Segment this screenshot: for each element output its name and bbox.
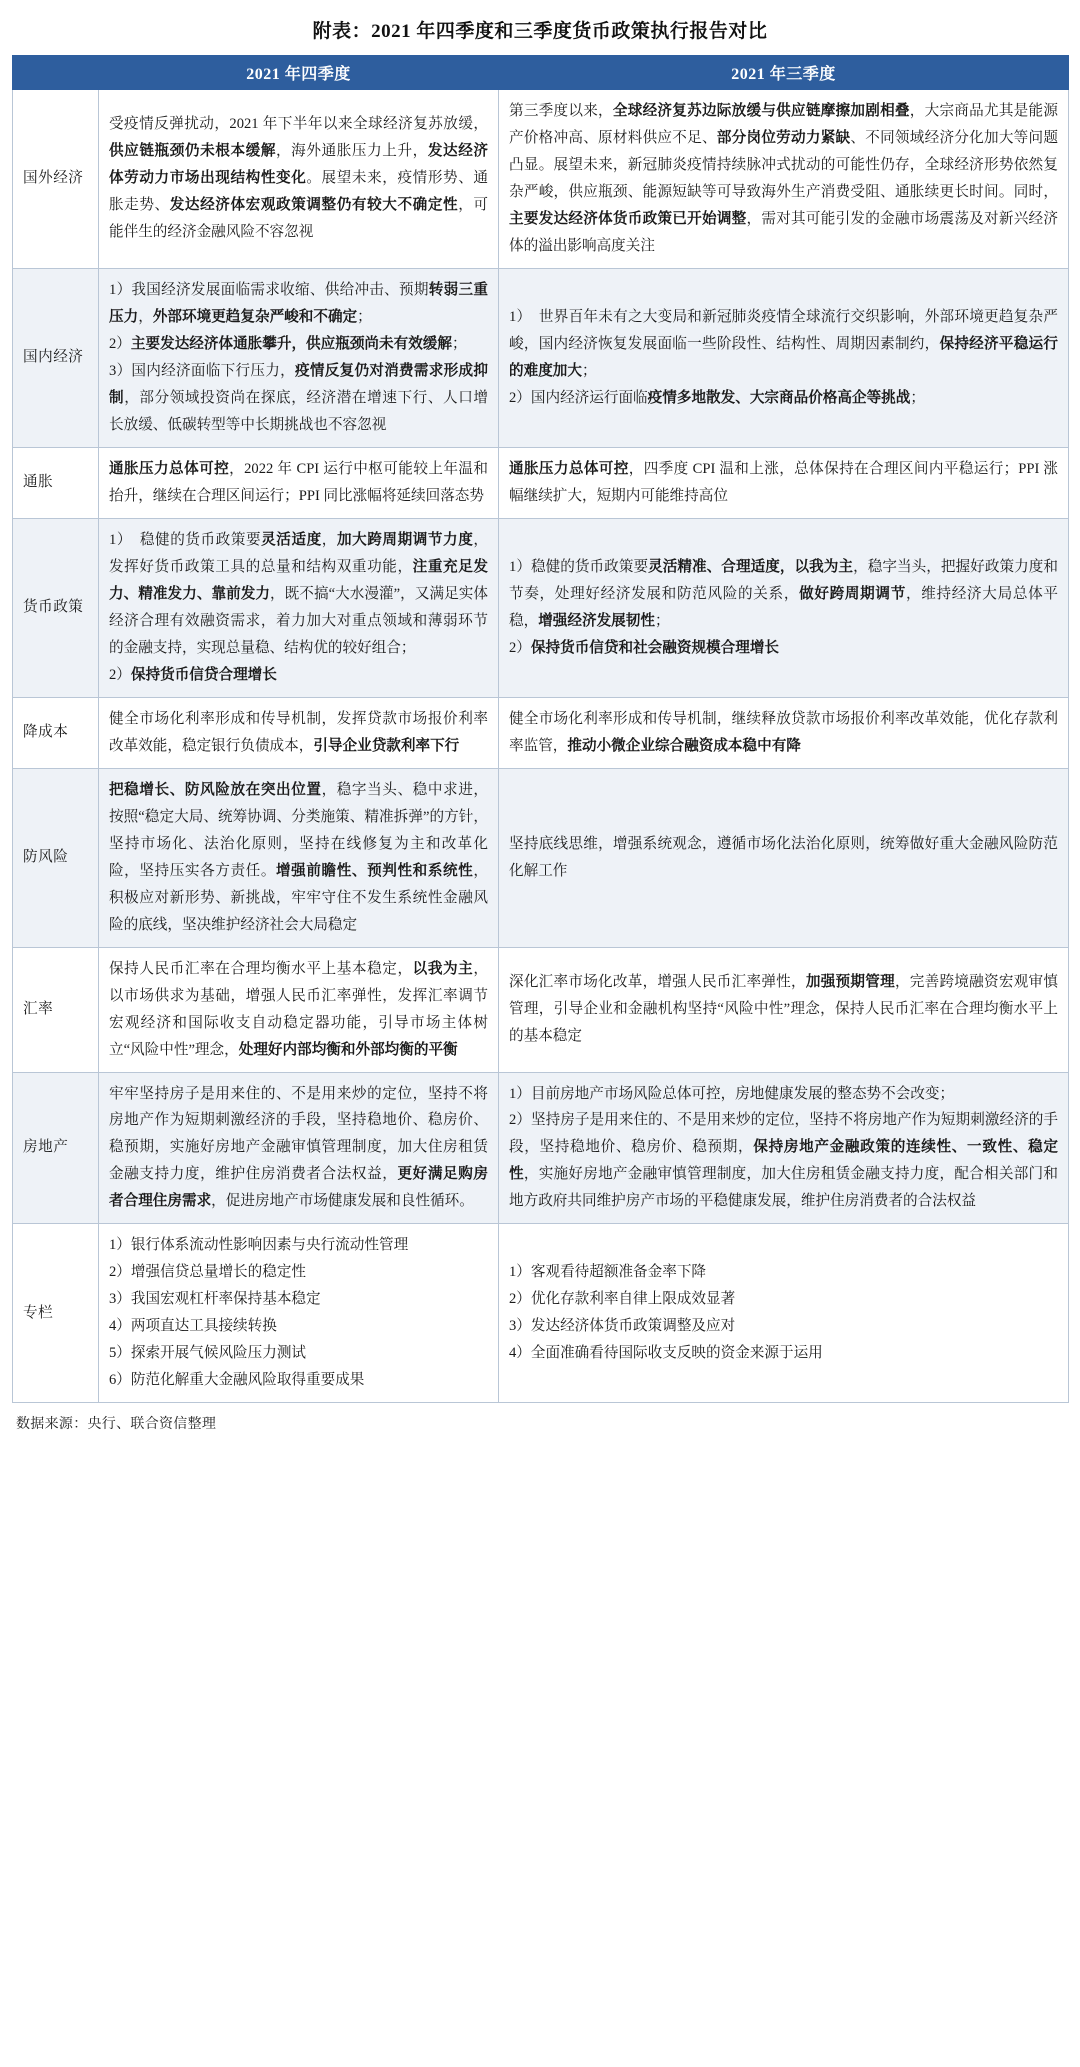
page-title: 附表：2021 年四季度和三季度货币政策执行报告对比 bbox=[312, 21, 768, 42]
comparison-table bbox=[12, 55, 1069, 1403]
table-row bbox=[13, 768, 1069, 947]
source-note: 数据来源：央行、联合资信整理 bbox=[16, 1417, 217, 1433]
cell-q4: 保持人民币汇率在合理均衡水平上基本稳定，以我为主，以市场供求为基础，增强人民币汇率弹性，发挥汇率调节宏观经济和国际收支自动稳定器功能，引导市场主体树立“风险中性”理念，处理好内部均衡和外部均衡的平衡 bbox=[99, 947, 499, 1072]
table-row bbox=[13, 1072, 1069, 1224]
cell-q4: 牢牢坚持房子是用来住的、不是用来炒的定位，坚持不将房地产作为短期刺激经济的手段，坚持稳地价、稳房价、稳预期，实施好房地产金融审慎管理制度，加大住房租赁金融支持力度，维护住房消费者合法权益，更好满足购房者合理住房需求，促进房地产市场健康发展和良性循环。 bbox=[99, 1072, 499, 1224]
cell-q4: 健全市场化利率形成和传导机制，发挥贷款市场报价利率改革效能，稳定银行负债成本，引导企业贷款利率下行 bbox=[99, 697, 499, 768]
cell-q3: 健全市场化利率形成和传导机制，继续释放贷款市场报价利率改革效能，优化存款利率监管，推动小微企业综合融资成本稳中有降 bbox=[499, 697, 1069, 768]
cell-q4: 1）我国经济发展面临需求收缩、供给冲击、预期转弱三重压力，外部环境更趋复杂严峻和不确定； 2）主要发达经济体通胀攀升，供应瓶颈尚未有效缓解； 3）国内经济面临下行压力，疫情反复仍对消费需求形成抑制，部分领域投资尚在探底，经济潜在增速下行、人口增长放缓、低碳转型等中长期挑战也不容忽视 bbox=[99, 268, 499, 447]
cell-q4: 受疫情反弹扰动，2021 年下半年以来全球经济复苏放缓，供应链瓶颈仍未根本缓解，海外通胀压力上升，发达经济体劳动力市场出现结构性变化。展望未来，疫情形势、通胀走势、发达经济体宏观政策调整仍有较大不确定性，可能伴生的经济金融风险不容忽视 bbox=[99, 90, 499, 269]
cell-q4: 把稳增长、防风险放在突出位置，稳字当头、稳中求进，按照“稳定大局、统筹协调、分类施策、精准拆弹”的方针，坚持市场化、法治化原则，坚持在线修复为主和改革化险，坚持压实各方责任。增强前瞻性、预判性和系统性，积极应对新形势、新挑战，牢牢守住不发生系统性金融风险的底线，坚决维护经济社会大局稳定 bbox=[99, 768, 499, 947]
cell-q4: 1） 稳健的货币政策要灵活适度，加大跨周期调节力度，发挥好货币政策工具的总量和结构双重功能，注重充足发力、精准发力、靠前发力，既不搞“大水漫灌”，又满足实体经济合理有效融资需求，着力加大对重点领域和薄弱环节的金融支持，实现总量稳、结构优的较好组合； 2）保持货币信贷合理增长 bbox=[99, 518, 499, 697]
table-row bbox=[13, 947, 1069, 1072]
table-row bbox=[13, 268, 1069, 447]
row-label: 防风险 bbox=[13, 768, 99, 947]
table-row bbox=[13, 447, 1069, 518]
table-header-row bbox=[13, 56, 1069, 90]
row-label: 降成本 bbox=[13, 697, 99, 768]
cell-q3: 坚持底线思维，增强系统观念，遵循市场化法治化原则，统筹做好重大金融风险防范化解工作 bbox=[499, 768, 1069, 947]
cell-q3: 1）稳健的货币政策要灵活精准、合理适度，以我为主，稳字当头，把握好政策力度和节奏，处理好经济发展和防范风险的关系，做好跨周期调节，维持经济大局总体平稳，增强经济发展韧性； 2）保持货币信贷和社会融资规模合理增长 bbox=[499, 518, 1069, 697]
row-label: 通胀 bbox=[13, 447, 99, 518]
cell-q3: 深化汇率市场化改革，增强人民币汇率弹性，加强预期管理，完善跨境融资宏观审慎管理，引导企业和金融机构坚持“风险中性”理念，保持人民币汇率在合理均衡水平上的基本稳定 bbox=[499, 947, 1069, 1072]
column-header-q4: 2021 年四季度 bbox=[99, 56, 499, 90]
cell-q3: 1）客观看待超额准备金率下降 2）优化存款利率自律上限成效显著 3）发达经济体货币政策调整及应对 4）全面准确看待国际收支反映的资金来源于运用 bbox=[499, 1224, 1069, 1403]
row-label: 房地产 bbox=[13, 1072, 99, 1224]
table-row bbox=[13, 518, 1069, 697]
row-label: 国内经济 bbox=[13, 268, 99, 447]
cell-q4: 1）银行体系流动性影响因素与央行流动性管理 2）增强信贷总量增长的稳定性 3）我国宏观杠杆率保持基本稳定 4）两项直达工具接续转换 5）探索开展气候风险压力测试 6）防范化解重大金融风险取得重要成果 bbox=[99, 1224, 499, 1403]
cell-q3: 第三季度以来，全球经济复苏边际放缓与供应链摩擦加剧相叠，大宗商品尤其是能源产价格冲高、原材料供应不足、部分岗位劳动力紧缺、不同领域经济分化加大等问题凸显。展望未来，新冠肺炎疫情持续脉冲式扰动的可能性仍存，全球经济形势依然复杂严峻，供应瓶颈、能源短缺等可导致海外生产消费受阻、通胀续更长时间。同时，主要发达经济体货币政策已开始调整，需对其可能引发的金融市场震荡及对新兴经济体的溢出影响高度关注 bbox=[499, 90, 1069, 269]
column-header-q3: 2021 年三季度 bbox=[499, 56, 1069, 90]
row-label: 汇率 bbox=[13, 947, 99, 1072]
cell-q4: 通胀压力总体可控，2022 年 CPI 运行中枢可能较上年温和抬升，继续在合理区间运行；PPI 同比涨幅将延续回落态势 bbox=[99, 447, 499, 518]
table-row bbox=[13, 697, 1069, 768]
table-body bbox=[13, 90, 1069, 1403]
row-label: 国外经济 bbox=[13, 90, 99, 269]
cell-q3: 1） 世界百年未有之大变局和新冠肺炎疫情全球流行交织影响，外部环境更趋复杂严峻，国内经济恢复发展面临一些阶段性、结构性、周期因素制约，保持经济平稳运行的难度加大； 2）国内经济运行面临疫情多地散发、大宗商品价格高企等挑战； bbox=[499, 268, 1069, 447]
table-row bbox=[13, 90, 1069, 269]
row-label: 专栏 bbox=[13, 1224, 99, 1403]
cell-q3: 1）目前房地产市场风险总体可控，房地健康发展的整态势不会改变； 2）坚持房子是用来住的、不是用来炒的定位，坚持不将房地产作为短期刺激经济的手段，坚持稳地价、稳房价、稳预期，保持房地产金融政策的连续性、一致性、稳定性，实施好房地产金融审慎管理制度，加大住房租赁金融支持力度，配合相关部门和地方政府共同维护房产市场的平稳健康发展，维护住房消费者的合法权益 bbox=[499, 1072, 1069, 1224]
cell-q3: 通胀压力总体可控，四季度 CPI 温和上涨，总体保持在合理区间内平稳运行；PPI 涨幅继续扩大，短期内可能维持高位 bbox=[499, 447, 1069, 518]
row-label: 货币政策 bbox=[13, 518, 99, 697]
column-header-label bbox=[13, 56, 99, 90]
table-row bbox=[13, 1224, 1069, 1403]
